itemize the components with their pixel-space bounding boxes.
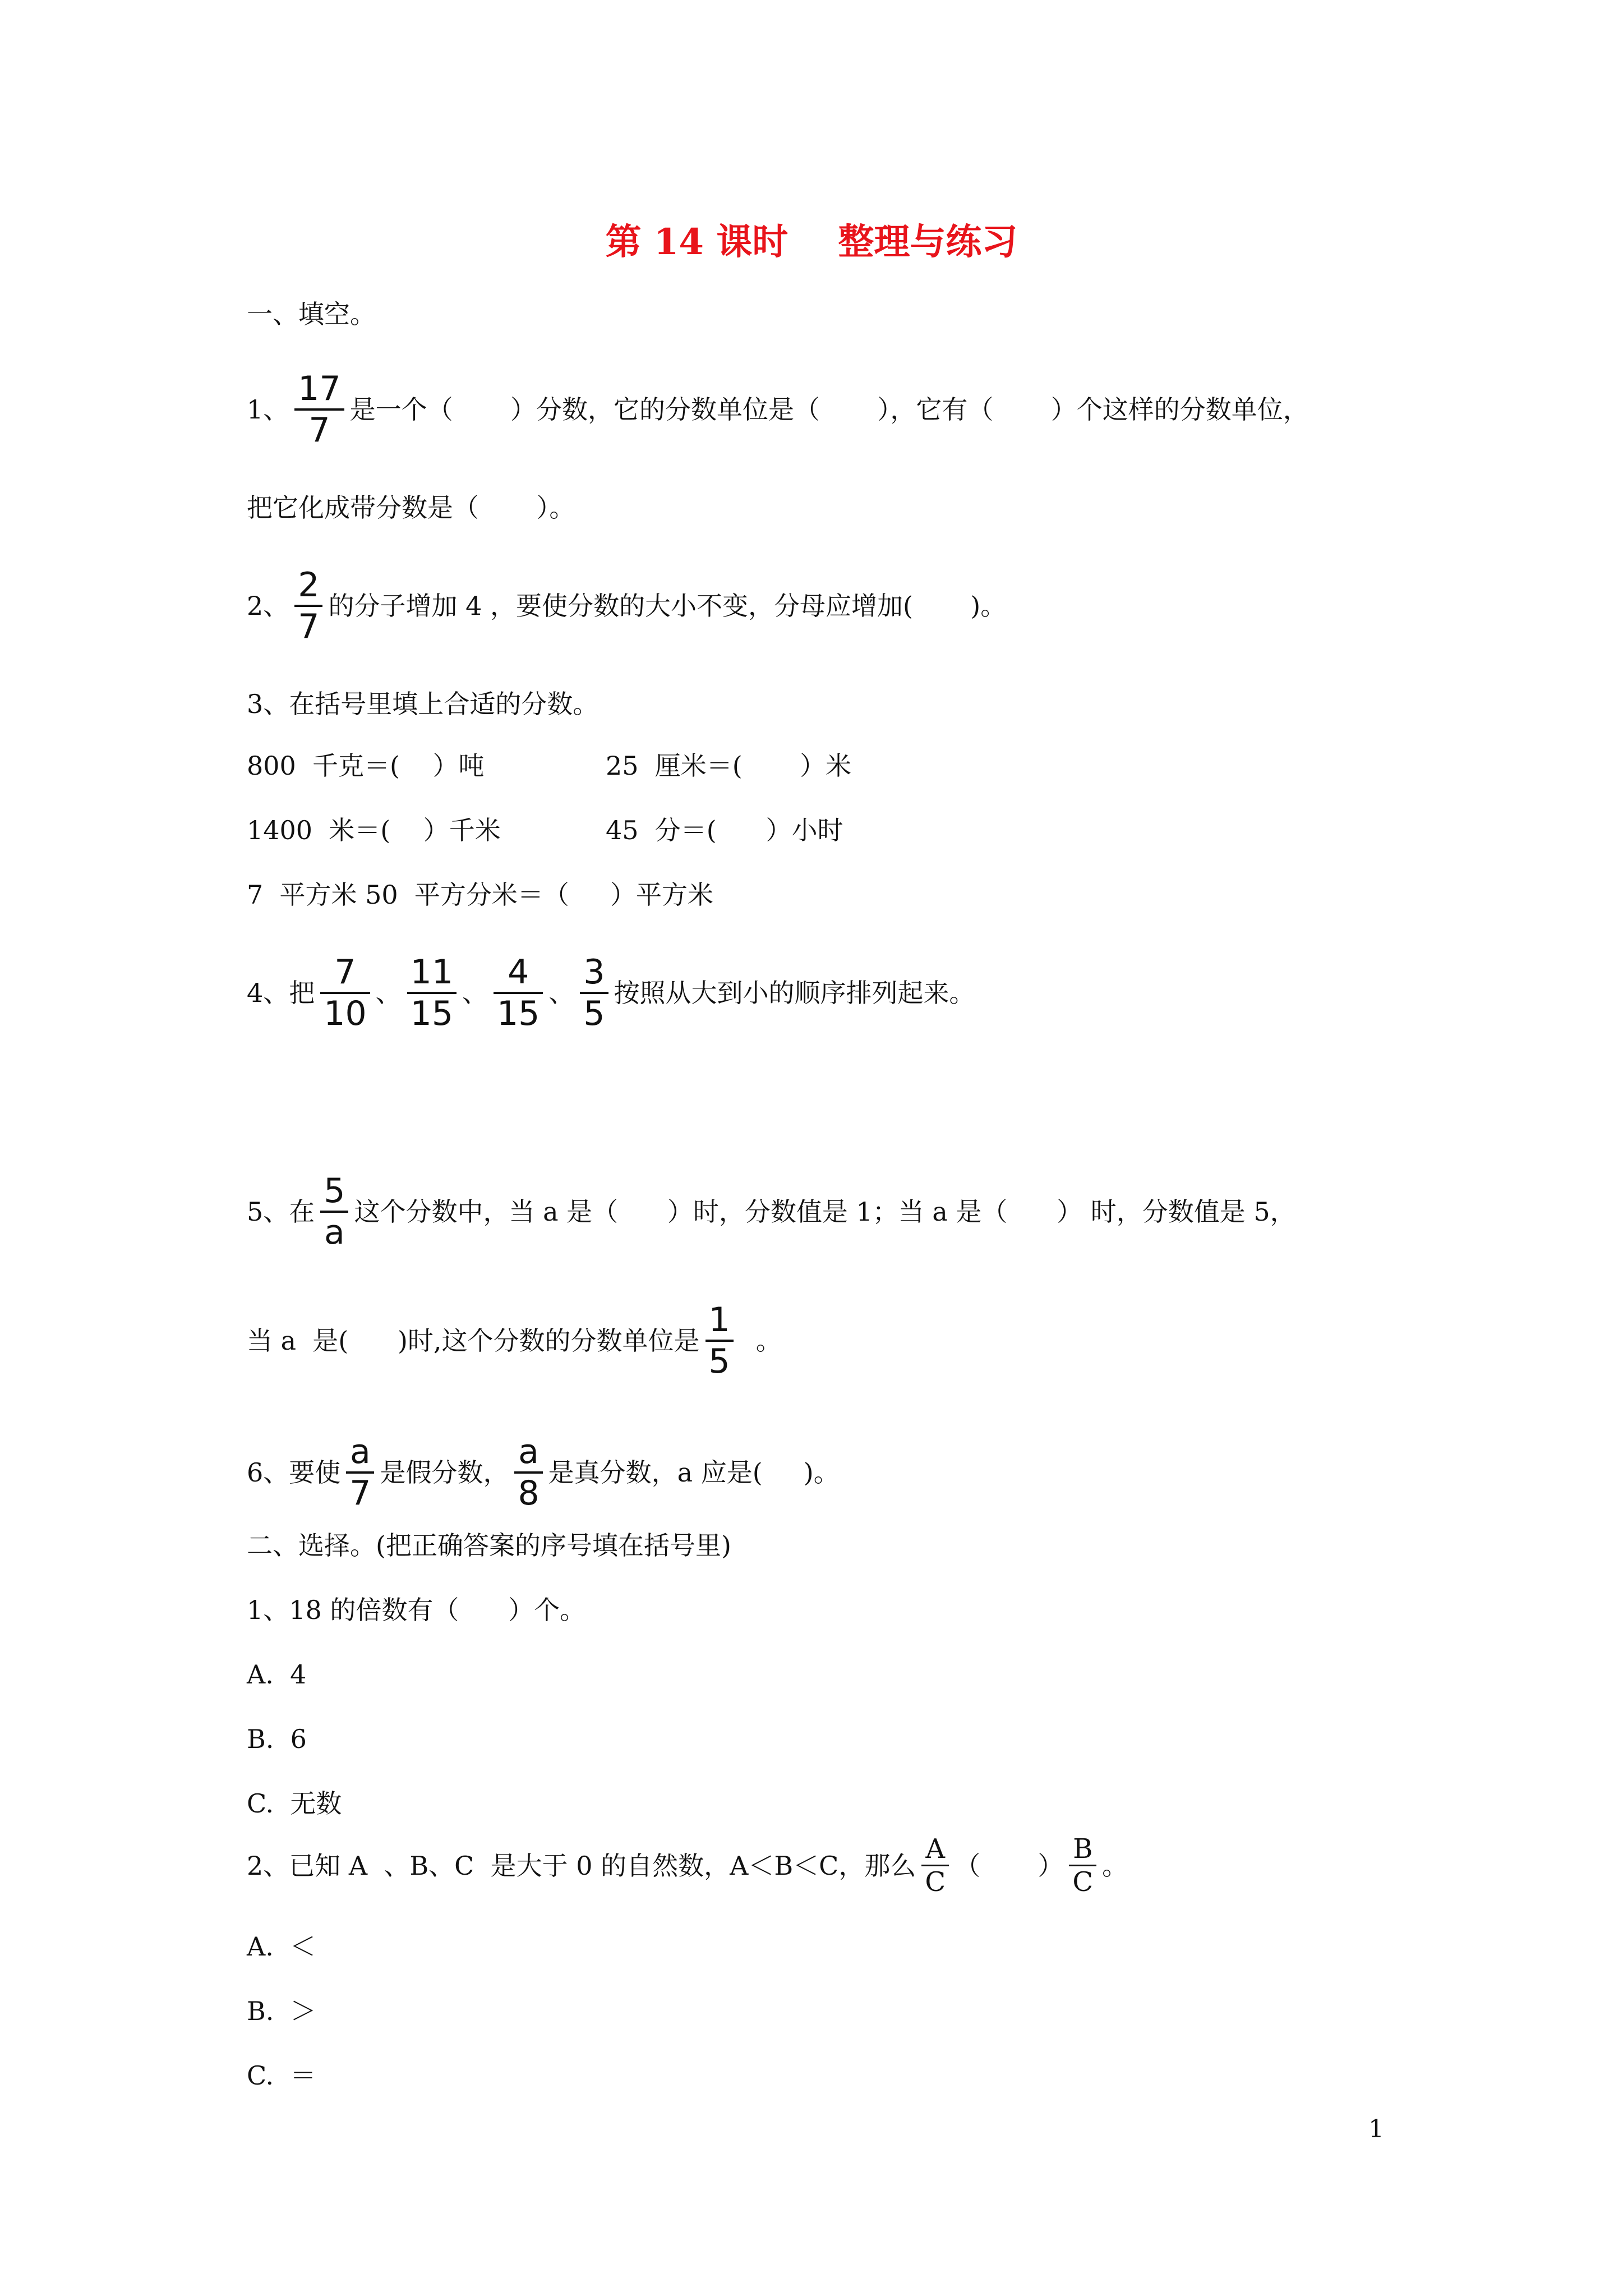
option-b: B. ＞: [247, 1996, 316, 2026]
denominator: 7: [308, 411, 330, 450]
page-title: 第 14 课时 整理与练习: [605, 221, 1018, 263]
denominator: 7: [298, 607, 320, 646]
question-number: 6、要使: [247, 1457, 341, 1488]
numerator: B: [1073, 1833, 1093, 1865]
conversion-25cm: 25 厘米＝( ）米: [606, 751, 852, 781]
denominator: 15: [497, 994, 540, 1033]
numerator: 7: [334, 953, 356, 992]
numerator: 11: [410, 953, 453, 992]
denominator: C: [925, 1866, 946, 1898]
question-1-continued: 把它化成带分数是（ ）。: [247, 493, 575, 523]
denominator: 15: [410, 994, 453, 1033]
fraction: [320, 1172, 348, 1251]
denominator: 7: [349, 1474, 371, 1513]
denominator: 5: [708, 1342, 730, 1381]
question-6: [247, 1433, 840, 1512]
question-text: 这个分数中，当 a 是（ ）时，分数值是 1；当 a 是（ ） 时，分数值是 5，: [354, 1197, 1296, 1227]
numerator: a: [349, 1432, 371, 1471]
fraction: [320, 954, 370, 1032]
separator: 、: [548, 978, 575, 1008]
option-c: C. 无数: [247, 1788, 342, 1819]
section-heading-fill-blank: 一、填空。: [247, 299, 376, 329]
numerator: 1: [708, 1300, 730, 1340]
question-number: 5、在: [247, 1197, 315, 1227]
question-text: 的分子增加 4 ，要使分数的大小不变，分母应增加( )。: [328, 591, 1007, 621]
numerator: 17: [298, 369, 341, 408]
numerator: 5: [324, 1171, 345, 1211]
section-heading-choice: 二、选择。(把正确答案的序号填在括号里): [247, 1530, 731, 1561]
page-number: 1: [1368, 2115, 1384, 2143]
question-3: 3、在括号里填上合适的分数。: [247, 689, 599, 719]
choice-question-1: 1、18 的倍数有（ ）个。: [247, 1595, 586, 1625]
fraction: [580, 954, 608, 1032]
conversion-45min: 45 分＝( ）小时: [606, 815, 843, 845]
answer-blank: （ ）: [955, 1850, 1064, 1881]
separator: 、: [462, 978, 488, 1008]
question-text: 按照从大到小的顺序排列起来。: [614, 978, 975, 1008]
question-number: 4、把: [247, 978, 315, 1008]
question-5-continued: [247, 1301, 782, 1380]
question-text: 。: [755, 1326, 782, 1356]
question-1: [247, 370, 1309, 449]
fraction: [494, 954, 543, 1032]
question-4: [247, 954, 975, 1032]
option-b: B. 6: [247, 1724, 307, 1754]
numerator: 3: [583, 953, 605, 992]
question-text: 是假分数，: [380, 1457, 509, 1488]
conversion-area: 7 平方米 50 平方分米＝（ ）平方米: [247, 880, 714, 910]
numerator: 2: [298, 565, 320, 605]
question-text: 当 a 是( )时,这个分数的分数单位是: [247, 1326, 700, 1356]
denominator: a: [324, 1213, 345, 1252]
denominator: C: [1072, 1866, 1094, 1898]
question-number: 1、: [247, 394, 289, 425]
denominator: 10: [324, 994, 367, 1033]
fraction: [921, 1834, 949, 1897]
numerator: A: [925, 1833, 946, 1865]
conversion-1400m: 1400 米＝( ）千米: [247, 815, 501, 845]
choice-question-2: [247, 1834, 1128, 1897]
numerator: a: [518, 1432, 539, 1471]
question-number: 2、: [247, 591, 289, 621]
denominator: 5: [583, 994, 605, 1033]
question-text: 。: [1102, 1850, 1128, 1881]
conversion-800kg: 800 千克＝( ）吨: [247, 751, 485, 781]
fraction: [1069, 1834, 1096, 1897]
fraction: [407, 954, 457, 1032]
fraction: [294, 567, 322, 645]
fraction: [346, 1433, 374, 1512]
question-text: 是一个（ ）分数，它的分数单位是（ ），它有（ ）个这样的分数单位，: [349, 394, 1309, 425]
question-text: 是真分数，a 应是( )。: [548, 1457, 840, 1488]
question-2: [247, 567, 1006, 645]
option-c: C. ＝: [247, 2060, 316, 2091]
separator: 、: [375, 978, 402, 1008]
option-a: A. 4: [247, 1659, 307, 1690]
question-5: [247, 1172, 1296, 1251]
numerator: 4: [508, 953, 529, 992]
fraction: [706, 1301, 734, 1380]
question-text: 2、已知 A 、B、C 是大于 0 的自然数，A＜B＜C，那么: [247, 1850, 916, 1881]
fraction: [514, 1433, 542, 1512]
fraction: [294, 370, 344, 449]
option-a: A. ＜: [247, 1931, 316, 1962]
denominator: 8: [518, 1474, 540, 1513]
